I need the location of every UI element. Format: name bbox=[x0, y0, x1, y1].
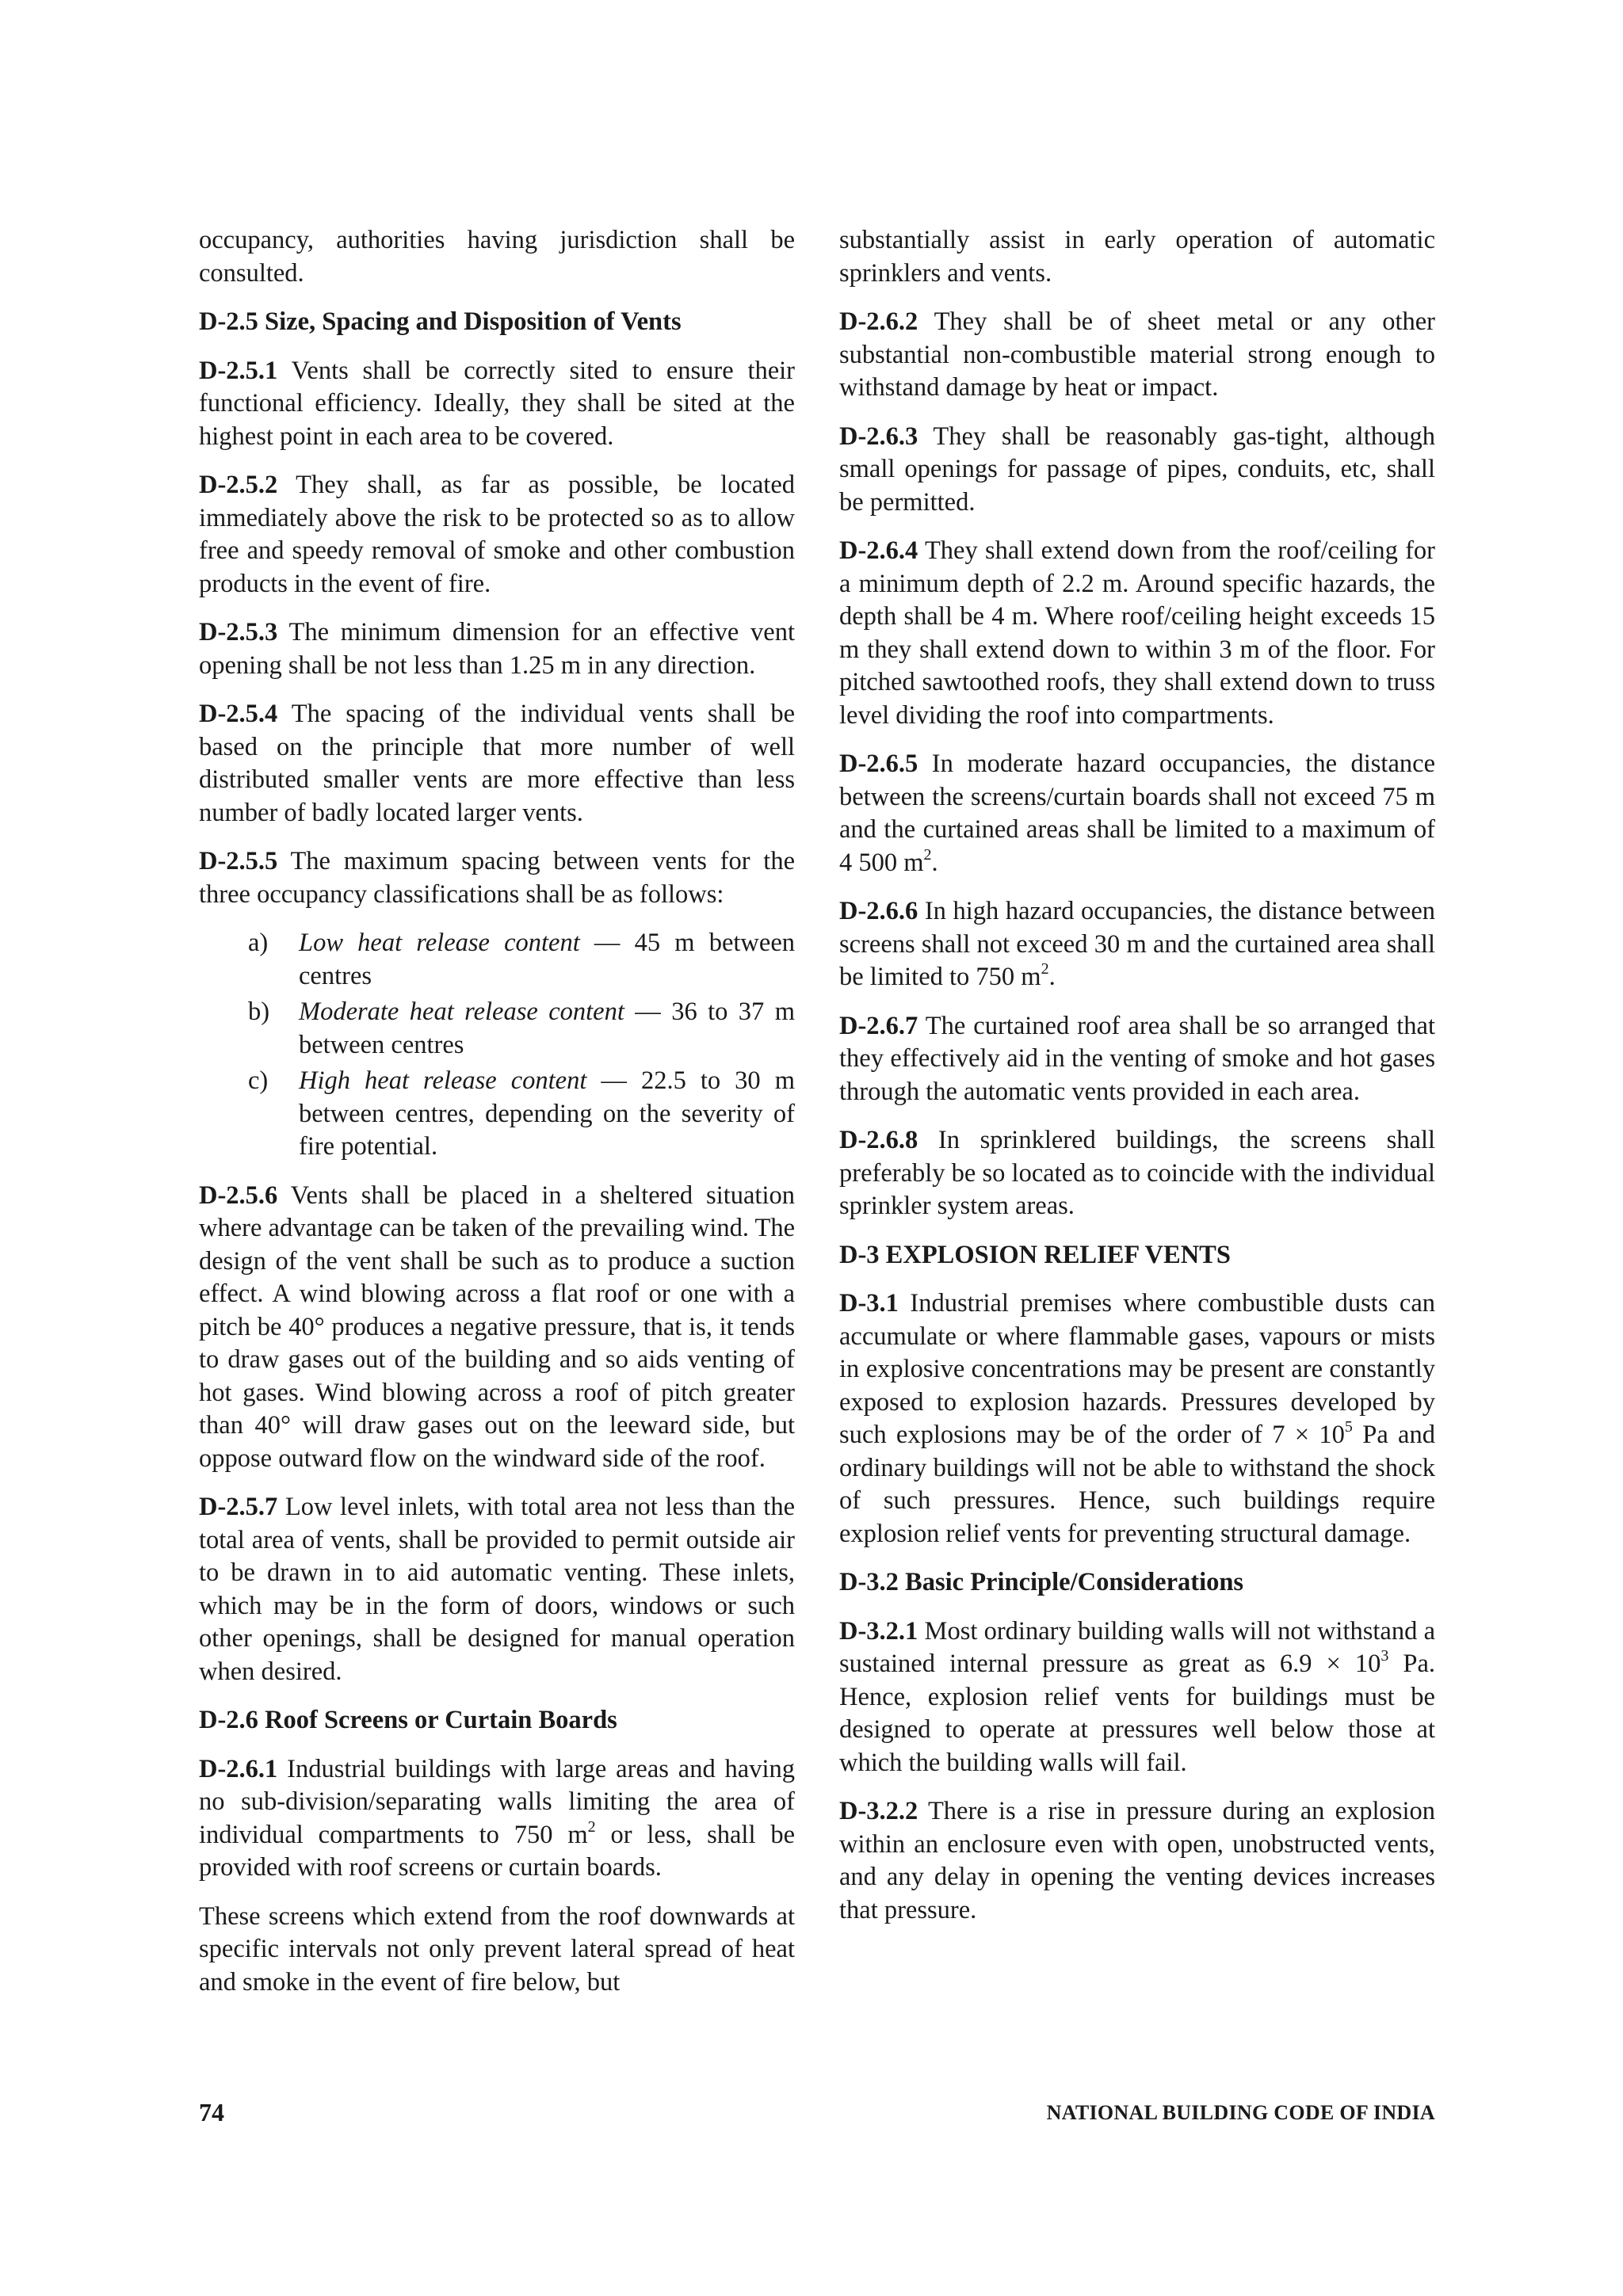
list-item-term: Moderate heat release content bbox=[299, 997, 624, 1026]
clause-d-2-5-4 bbox=[199, 698, 795, 830]
clause-text-cont: . bbox=[931, 848, 938, 877]
clause-d-2-5-2 bbox=[199, 469, 795, 601]
clause-text: The curtained roof area shall be so arranged that they effectively aid in the venting of smoke and hot gases through the automatic vents provided in each area. bbox=[839, 1011, 1435, 1106]
clause-d-2-6-6 bbox=[839, 895, 1435, 994]
paragraph-screens: These screens which extend from the roof downwards at specific intervals not only prevent lateral spread of heat and smoke in the event of fire below, but bbox=[199, 1901, 795, 1997]
superscript: 5 bbox=[1344, 1418, 1353, 1436]
list-item bbox=[199, 927, 795, 993]
clause-d-2-5-1 bbox=[199, 355, 795, 454]
clause-number: D-2.5.7 bbox=[199, 1493, 278, 1521]
clause-d-3-2-1 bbox=[839, 1615, 1435, 1780]
list-item bbox=[199, 996, 795, 1062]
superscript: 2 bbox=[923, 845, 932, 864]
clause-text: Industrial premises where combustible dusts can accumulate or where flammable gases, vapours or mists in explosive concentrations may be present are constantly exposed to explosion hazards. Pressures developed by such explosions may be of the order of 7 × 10 bbox=[839, 1289, 1435, 1449]
clause-number: D-2.6.6 bbox=[839, 897, 918, 925]
section-heading-d-2-5: D-2.5 Size, Spacing and Disposition of Vents bbox=[199, 307, 682, 336]
clause-text-cont: Pa. Hence, explosion relief vents for buildings must be designed to operate at pressures well below those at which the building walls will fail. bbox=[839, 1650, 1436, 1777]
clause-number: D-2.6.2 bbox=[839, 307, 918, 336]
list-item-text: — 45 m between centres bbox=[299, 929, 795, 990]
clause-text: Most ordinary building walls will not withstand a sustained internal pressure as great as 6.9 × 10 bbox=[839, 1616, 1436, 1678]
clause-d-3-2-2 bbox=[839, 1795, 1435, 1927]
clause-d-2-5-3 bbox=[199, 616, 795, 682]
clause-text: The spacing of the individual vents shall be based on the principle that more number of well distributed smaller vents are more effective than less number of badly located larger vents. bbox=[199, 700, 795, 827]
clause-text: In high hazard occupancies, the distance between screens shall not exceed 30 m and the curtained area shall be limited to 750 m bbox=[839, 897, 1436, 991]
clause-d-2-6-2 bbox=[839, 306, 1435, 405]
list-item-label: b) bbox=[248, 997, 270, 1026]
clause-d-2-6-3 bbox=[839, 421, 1435, 520]
list-item bbox=[199, 1065, 795, 1164]
clause-d-2-5-7 bbox=[199, 1491, 795, 1688]
page-footer bbox=[199, 2098, 1435, 2133]
clause-d-2-6-1 bbox=[199, 1753, 795, 1885]
clause-text-cont: . bbox=[1048, 963, 1056, 991]
left-column bbox=[199, 224, 795, 2015]
clause-text: They shall be of sheet metal or any other substantial non-combustible material strong enough to withstand damage by heat or impact. bbox=[839, 307, 1435, 402]
clause-d-2-6-7 bbox=[839, 1010, 1435, 1109]
clause-number: D-2.5.1 bbox=[199, 356, 278, 385]
clause-number: D-2.5.6 bbox=[199, 1180, 278, 1210]
clause-number: D-2.5.2 bbox=[199, 471, 278, 499]
clause-number: D-3.2.1 bbox=[839, 1616, 918, 1646]
clause-number: D-2.5.4 bbox=[199, 700, 278, 728]
list-item-label: a) bbox=[248, 929, 269, 957]
clause-number: D-3.2.2 bbox=[839, 1797, 918, 1825]
clause-d-2-6-8 bbox=[839, 1124, 1435, 1223]
clause-d-2-6-5 bbox=[839, 748, 1435, 879]
clause-text: In sprinklered buildings, the screens shall preferably be so located as to coincide with the individual sprinkler system areas. bbox=[839, 1126, 1436, 1220]
clause-text: In moderate hazard occupancies, the distance between the screens/curtain boards shall not exceed 75 m and the curtained areas shall be limited to a maximum of 4 500 m bbox=[839, 749, 1435, 877]
superscript: 2 bbox=[587, 1817, 596, 1836]
clause-number: D-2.6.5 bbox=[839, 749, 918, 778]
clause-d-3-1 bbox=[839, 1287, 1435, 1550]
clause-d-2-5-5 bbox=[199, 845, 795, 911]
clause-text: They shall, as far as possible, be located immediately above the risk to be protected so as to allow free and speedy removal of smoke and other combustion products in the event of fire. bbox=[199, 471, 795, 598]
clause-text: Industrial buildings with large areas and having no sub-division/separating walls limiting the area of individual compartments to 750 m bbox=[199, 1754, 795, 1849]
clause-text-cont: or less, shall be provided with roof screens or curtain boards. bbox=[199, 1820, 795, 1882]
paragraph-continued: substantially assist in early operation of automatic sprinklers and vents. bbox=[839, 226, 1435, 288]
clause-text: Low level inlets, with total area not less than the total area of vents, shall be provided to permit outside air to be drawn in to aid automatic venting. These inlets, which may be in the form of doors, windows or such other openings, shall be designed for manual operation when desired. bbox=[199, 1493, 795, 1686]
paragraph-continued: occupancy, authorities having jurisdiction shall be consulted. bbox=[199, 226, 795, 288]
clause-number: D-2.6.8 bbox=[839, 1126, 918, 1154]
clause-text: The minimum dimension for an effective vent opening shall be not less than 1.25 m in any direction. bbox=[199, 618, 795, 680]
clause-number: D-2.5.5 bbox=[199, 847, 278, 875]
superscript: 3 bbox=[1381, 1647, 1389, 1665]
list-item-text: — 36 to 37 m between centres bbox=[299, 997, 795, 1059]
clause-number: D-2.6.4 bbox=[839, 536, 918, 565]
clause-text: There is a rise in pressure during an explosion within an enclosure even with open, unobstructed vents, and any delay in opening the venting devices increases that pressure. bbox=[839, 1797, 1435, 1924]
clause-text: They shall extend down from the roof/ceiling for a minimum depth of 2.2 m. Around specific hazards, the depth shall be 4 m. Where roof/ceiling height exceeds 15 m they shall extend down to within 3 m of the floor. For pitched sawtoothed roofs, they shall extend down to truss level dividing the roof into compartments. bbox=[839, 536, 1435, 730]
occupancy-spacing-list bbox=[199, 927, 795, 1164]
list-item-text: — 22.5 to 30 m between centres, depending on the severity of fire potential. bbox=[299, 1066, 795, 1161]
superscript: 2 bbox=[1041, 960, 1049, 978]
clause-d-2-6-4 bbox=[839, 535, 1435, 732]
clause-text: Vents shall be placed in a sheltered situation where advantage can be taken of the prevailing wind. The design of the vent shall be such as to produce a suction effect. A wind blowing across a flat roof or one with a pitch be 40° produces a negative pressure, that is, it tends to draw gases out of the building and so aids venting of hot gases. Wind blowing across a roof of pitch greater than 40° will draw gases out on the leeward side, but oppose outward flow on the windward side of the roof. bbox=[199, 1180, 796, 1473]
clause-text: Vents shall be correctly sited to ensure their functional efficiency. Ideally, they shall be sited at the highest point in each area to be covered. bbox=[199, 356, 796, 451]
publication-title: NATIONAL BUILDING CODE OF INDIA bbox=[1046, 2101, 1435, 2124]
page-number: 74 bbox=[199, 2098, 224, 2126]
clause-number: D-3.1 bbox=[839, 1289, 899, 1318]
clause-number: D-2.6.1 bbox=[199, 1754, 278, 1783]
section-heading-d-3: D-3 EXPLOSION RELIEF VENTS bbox=[839, 1240, 1231, 1269]
clause-number: D-2.6.3 bbox=[839, 421, 918, 451]
clause-text: The maximum spacing between vents for the three occupancy classifications shall be as follows: bbox=[199, 847, 795, 909]
clause-number: D-2.6.7 bbox=[839, 1011, 918, 1040]
clause-text: They shall be reasonably gas-tight, although small openings for passage of pipes, conduits, etc, shall be permitted. bbox=[839, 421, 1435, 517]
section-heading-d-3-2: D-3.2 Basic Principle/Considerations bbox=[839, 1568, 1244, 1596]
list-item-term: High heat release content bbox=[299, 1066, 587, 1095]
clause-text-cont: Pa and ordinary buildings will not be able to withstand the shock of such pressures. Hence, such buildings require explosion relief vents for preventing structural damage. bbox=[839, 1421, 1435, 1548]
clause-d-2-5-6 bbox=[199, 1180, 795, 1476]
list-item-label: c) bbox=[248, 1066, 269, 1095]
list-item-term: Low heat release content bbox=[299, 929, 580, 957]
section-heading-d-2-6: D-2.6 Roof Screens or Curtain Boards bbox=[199, 1706, 617, 1734]
right-column bbox=[839, 224, 1435, 1943]
clause-number: D-2.5.3 bbox=[199, 618, 278, 646]
